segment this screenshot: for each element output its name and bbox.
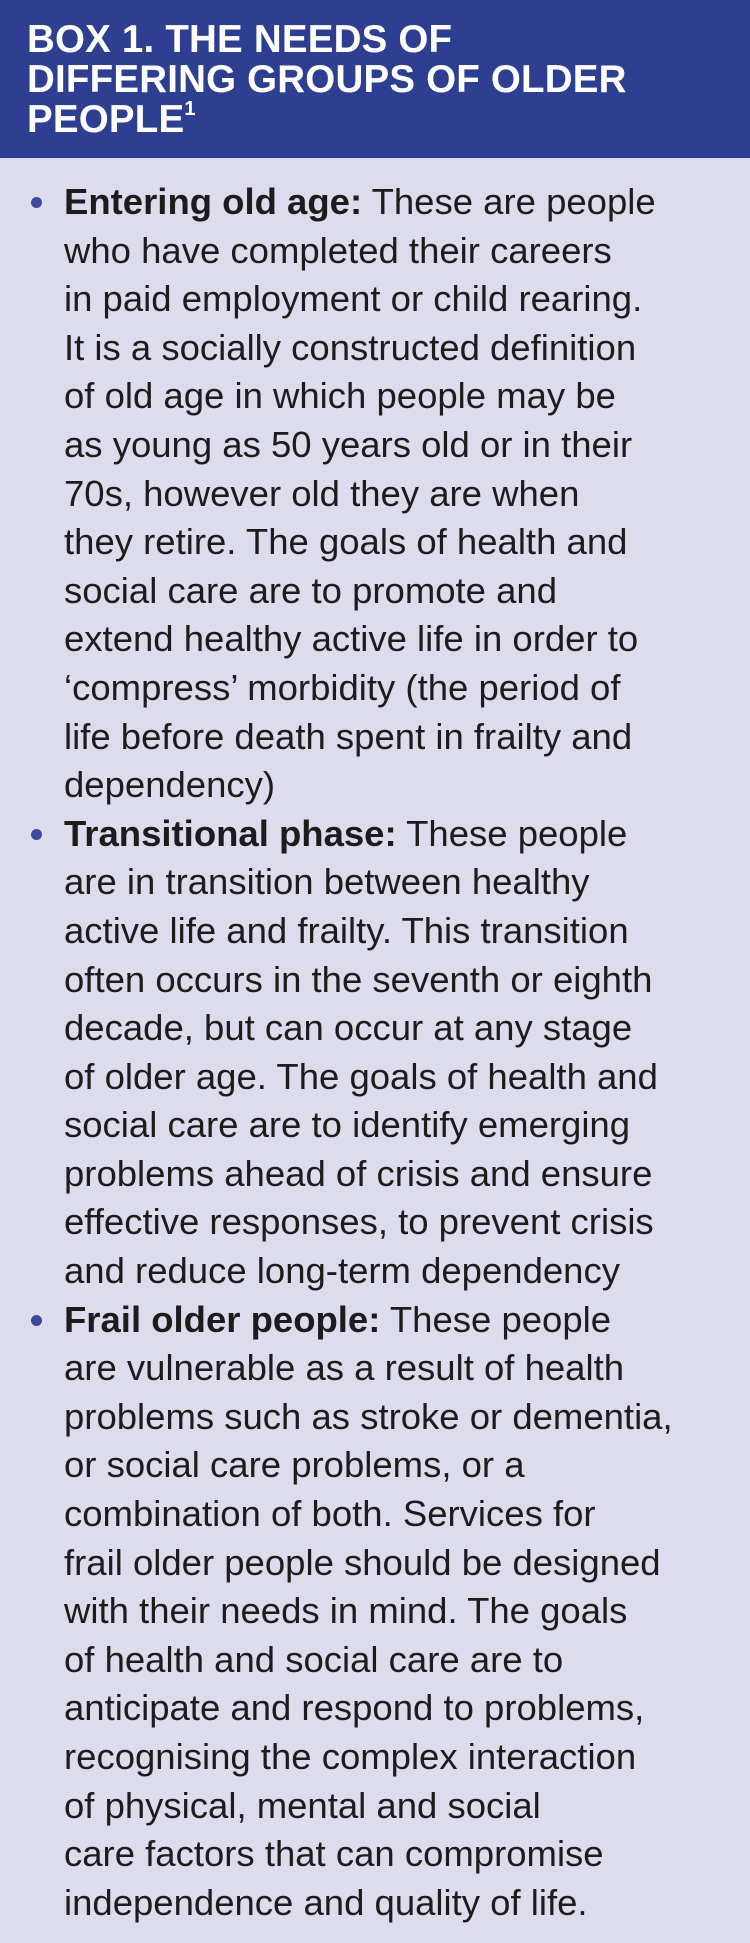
box-title-line: BOX 1. THE NEEDS OF	[27, 18, 453, 61]
item-text-line: of old age in which people may be	[64, 375, 616, 417]
item-text-line: with their needs in mind. The goals	[64, 1590, 628, 1632]
item-text-line: and reduce long-term dependency	[64, 1250, 620, 1292]
item-text-line: of older age. The goals of health and	[64, 1055, 658, 1097]
item-text-line: or social care problems, or a	[64, 1444, 525, 1486]
list-item-entering-old-age	[26, 178, 720, 810]
bullet-icon	[31, 1315, 42, 1326]
item-text-line: social care are to promote and	[64, 569, 558, 611]
item-text-line: of health and social care are to	[64, 1638, 564, 1680]
bullet-icon	[31, 829, 42, 840]
item-text-line: life before death spent in frailty and	[64, 715, 633, 757]
bullet-icon	[31, 197, 42, 208]
item-text-line: combination of both. Services for	[64, 1493, 596, 1535]
item-text: These people	[396, 812, 628, 854]
item-text-line: dependency)	[64, 764, 276, 806]
item-text-line: they retire. The goals of health and	[64, 521, 628, 563]
item-text-line: decade, but can occur at any stage	[64, 1007, 633, 1049]
item-text-line: 70s, however old they are when	[64, 472, 580, 514]
box-title-line: DIFFERING GROUPS OF OLDER	[27, 58, 627, 101]
item-text-line: social care are to identify emerging	[64, 1104, 631, 1146]
item-title: Frail older people:	[64, 1298, 381, 1340]
item-text-line: ‘compress’ morbidity (the period of	[64, 666, 621, 708]
item-text-line: problems such as stroke or dementia,	[64, 1395, 673, 1437]
item-text-line: anticipate and respond to problems,	[64, 1687, 645, 1729]
item-title: Entering old age:	[64, 181, 363, 222]
box-header	[0, 0, 750, 158]
item-text-line: who have completed their careers	[64, 229, 612, 271]
item-text-line: active life and frailty. This transition	[64, 909, 629, 951]
item-text-line: frail older people should be designed	[64, 1541, 661, 1583]
item-first-line	[64, 810, 720, 859]
item-text-line: effective responses, to prevent crisis	[64, 1201, 654, 1243]
item-text-line: It is a socially constructed definition	[64, 326, 637, 368]
list-item-transitional-phase	[26, 810, 720, 1296]
box-title-line	[27, 100, 730, 140]
item-text: These people	[380, 1298, 612, 1340]
box-body	[0, 158, 750, 1927]
item-text-line: independence and quality of life.	[64, 1881, 588, 1923]
item-text-line: problems ahead of crisis and ensure	[64, 1152, 653, 1194]
item-text-line: often occurs in the seventh or eighth	[64, 958, 653, 1000]
item-text-line: care factors that can compromise	[64, 1833, 604, 1875]
item-text-line: as young as 50 years old or in their	[64, 423, 633, 465]
box-title-text: PEOPLE	[27, 98, 185, 141]
item-first-line	[64, 1296, 720, 1345]
list-item-frail-older-people	[26, 1296, 720, 1928]
item-text-line: of physical, mental and social	[64, 1784, 541, 1826]
item-text-line: extend healthy active life in order to	[64, 618, 639, 660]
item-text: These are people	[362, 181, 656, 222]
item-text-line: are in transition between healthy	[64, 861, 590, 903]
item-text-line: recognising the complex interaction	[64, 1736, 637, 1777]
item-text-line: are vulnerable as a result of health	[64, 1347, 625, 1389]
reference-superscript: 1	[184, 98, 196, 120]
item-title: Transitional phase:	[64, 812, 397, 854]
item-first-line	[64, 178, 720, 227]
needs-list	[26, 178, 720, 1927]
item-text-line: in paid employment or child rearing.	[64, 278, 643, 320]
